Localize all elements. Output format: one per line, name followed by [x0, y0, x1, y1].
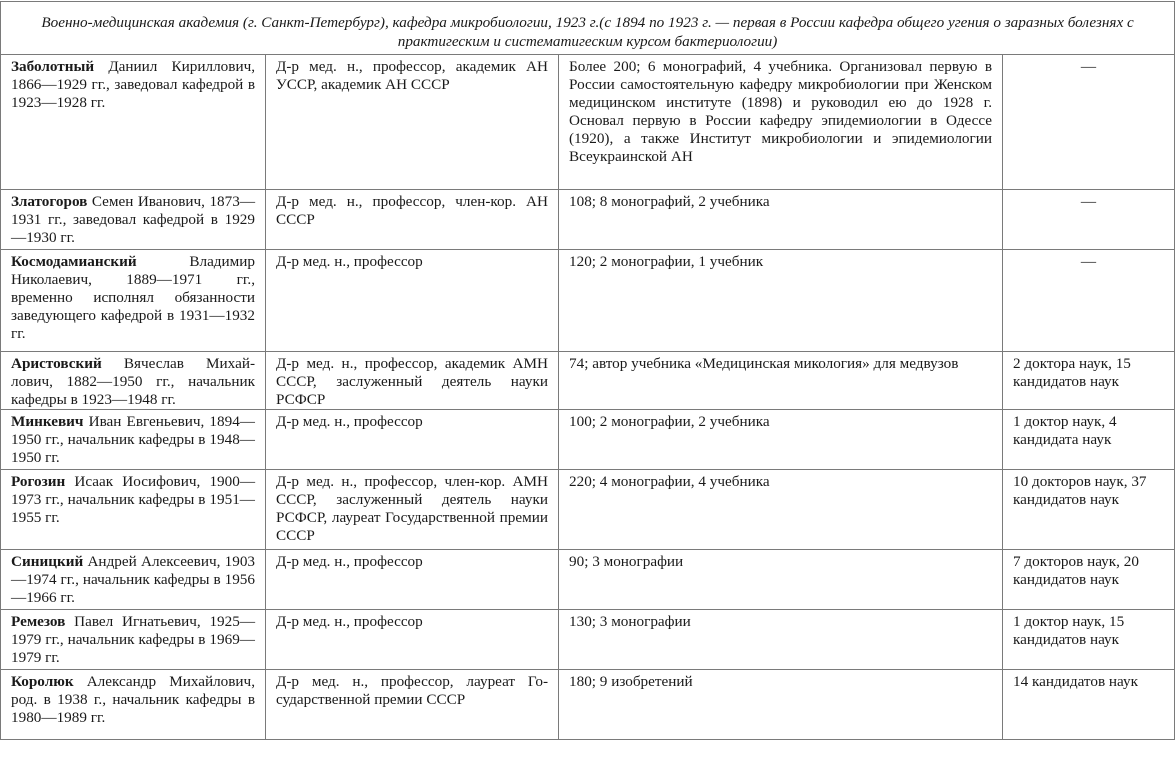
students-cell: 1 доктор наук, 4 кандидата наук	[1003, 410, 1175, 470]
students-cell: —	[1003, 250, 1175, 352]
person-details: Александр Михайлович, род. в 1938 г., начальник кафедры в 1980—1989 гг.	[11, 673, 255, 726]
person-surname: Королюк	[11, 673, 74, 690]
students-cell: 1 доктор наук, 15 кандидатов наук	[1003, 610, 1175, 670]
person-surname: Рогозин	[11, 473, 66, 490]
person-surname: Аристовский	[11, 355, 102, 372]
works-cell: 180; 9 изобретений	[559, 670, 1003, 740]
person-cell	[1, 670, 266, 740]
person-cell	[1, 190, 266, 250]
table-row	[1, 190, 1175, 250]
person-details: Исаак Иосифович, 1900—1973 гг., начальник кафедры в 1951—1955 гг.	[11, 473, 256, 526]
department-heads-table	[0, 1, 1175, 740]
person-surname: Златогоров	[11, 193, 88, 210]
person-cell	[1, 250, 266, 352]
person-surname: Минкевич	[11, 413, 84, 430]
degree-cell: Д-р мед. н., профессор	[266, 550, 559, 610]
person-surname: Космодамианский	[11, 253, 137, 270]
caption-row	[1, 2, 1175, 55]
table-row	[1, 250, 1175, 352]
person-cell	[1, 352, 266, 410]
degree-cell: Д-р мед. н., профессор, член-кор. АМН СССР, заслуженный деятель науки РСФСР, лауреат Государственной премии СССР	[266, 470, 559, 550]
degree-cell: Д-р мед. н., профессор, член-кор. АН СССР	[266, 190, 559, 250]
works-cell: 120; 2 монографии, 1 учебник	[559, 250, 1003, 352]
table-row	[1, 352, 1175, 410]
works-cell: 130; 3 монографии	[559, 610, 1003, 670]
table-row	[1, 670, 1175, 740]
person-details: Владимир Николаевич, 1889—1971 гг., временно исполнял обязанности заведующего кафедрой в 1931—1932 гг.	[11, 253, 255, 342]
students-cell: 10 докторов наук, 37 кандидатов наук	[1003, 470, 1175, 550]
degree-cell: Д-р мед. н., профессор, лауреат Государственной премии СССР	[266, 670, 559, 740]
works-cell: 100; 2 монографии, 2 учебника	[559, 410, 1003, 470]
table-row	[1, 55, 1175, 190]
table-row	[1, 470, 1175, 550]
person-cell	[1, 55, 266, 190]
person-surname: Ремезов	[11, 613, 66, 630]
works-cell: 74; автор учебника «Медицинская микология» для медвузов	[559, 352, 1003, 410]
degree-cell: Д-р мед. н., профессор	[266, 250, 559, 352]
table-row	[1, 610, 1175, 670]
person-cell	[1, 470, 266, 550]
person-details: Семен Иванович, 1873—1931 гг., заведовал кафедрой в 1929—1930 гг.	[11, 193, 256, 246]
works-cell: 108; 8 монографий, 2 учебника	[559, 190, 1003, 250]
degree-cell: Д-р мед. н., профессор, академик АМН СССР, заслуженный деятель науки РСФСР	[266, 352, 559, 410]
students-cell: 2 доктора наук, 15 кандидатов наук	[1003, 352, 1175, 410]
person-cell	[1, 610, 266, 670]
person-details: Андрей Алексеевич, 1903—1974 гг., начальник кафедры в 1956—1966 гг.	[11, 553, 256, 606]
students-cell: —	[1003, 190, 1175, 250]
works-cell: Более 200; 6 монографий, 4 учебника. Организовал первую в России самостоятельную кафедру микробиологии при Женском медицинском институте (1898) и руководил ею до 1928 г. Основал первую в России кафедру эпидемиологии в Одессе (1920), а также Институт микробиологии и эпидемиологии Всеукраинской АН	[559, 55, 1003, 190]
table-row	[1, 410, 1175, 470]
students-cell: —	[1003, 55, 1175, 190]
person-surname: Заболотный	[11, 58, 95, 75]
person-surname: Синицкий	[11, 553, 84, 570]
degree-cell: Д-р мед. н., профессор, академик АН УССР, академик АН СССР	[266, 55, 559, 190]
works-cell: 220; 4 монографии, 4 учебника	[559, 470, 1003, 550]
person-cell	[1, 550, 266, 610]
person-details: Даниил Кириллович, 1866—1929 гг., заведовал кафедрой в 1923—1928 гг.	[11, 58, 256, 111]
person-cell	[1, 410, 266, 470]
person-details: Вячеслав Михайлович, 1882—1950 гг., начальник кафедры в 1923—1948 гг.	[11, 355, 256, 408]
degree-cell: Д-р мед. н., профессор	[266, 610, 559, 670]
works-cell: 90; 3 монографии	[559, 550, 1003, 610]
table-row	[1, 550, 1175, 610]
students-cell: 14 кандидатов наук	[1003, 670, 1175, 740]
students-cell: 7 докторов наук, 20 кандидатов наук	[1003, 550, 1175, 610]
person-details: Павел Игнатьевич, 1925—1979 гг., начальник кафедры в 1969—1979 гг.	[11, 613, 256, 666]
table-caption: Военно-медицинская академия (г. Санкт-Петербург), кафедра микробиологии, 1923 г.(с 1894 по 1923 г. — первая в России кафедра общего угения о заразных болезнях с практигеским и систематигеским курсом бактериологии)	[1, 2, 1175, 55]
degree-cell: Д-р мед. н., профессор	[266, 410, 559, 470]
person-details: Иван Евгеньевич, 1894—1950 гг., начальник кафедры в 1948—1950 гг.	[11, 413, 255, 466]
